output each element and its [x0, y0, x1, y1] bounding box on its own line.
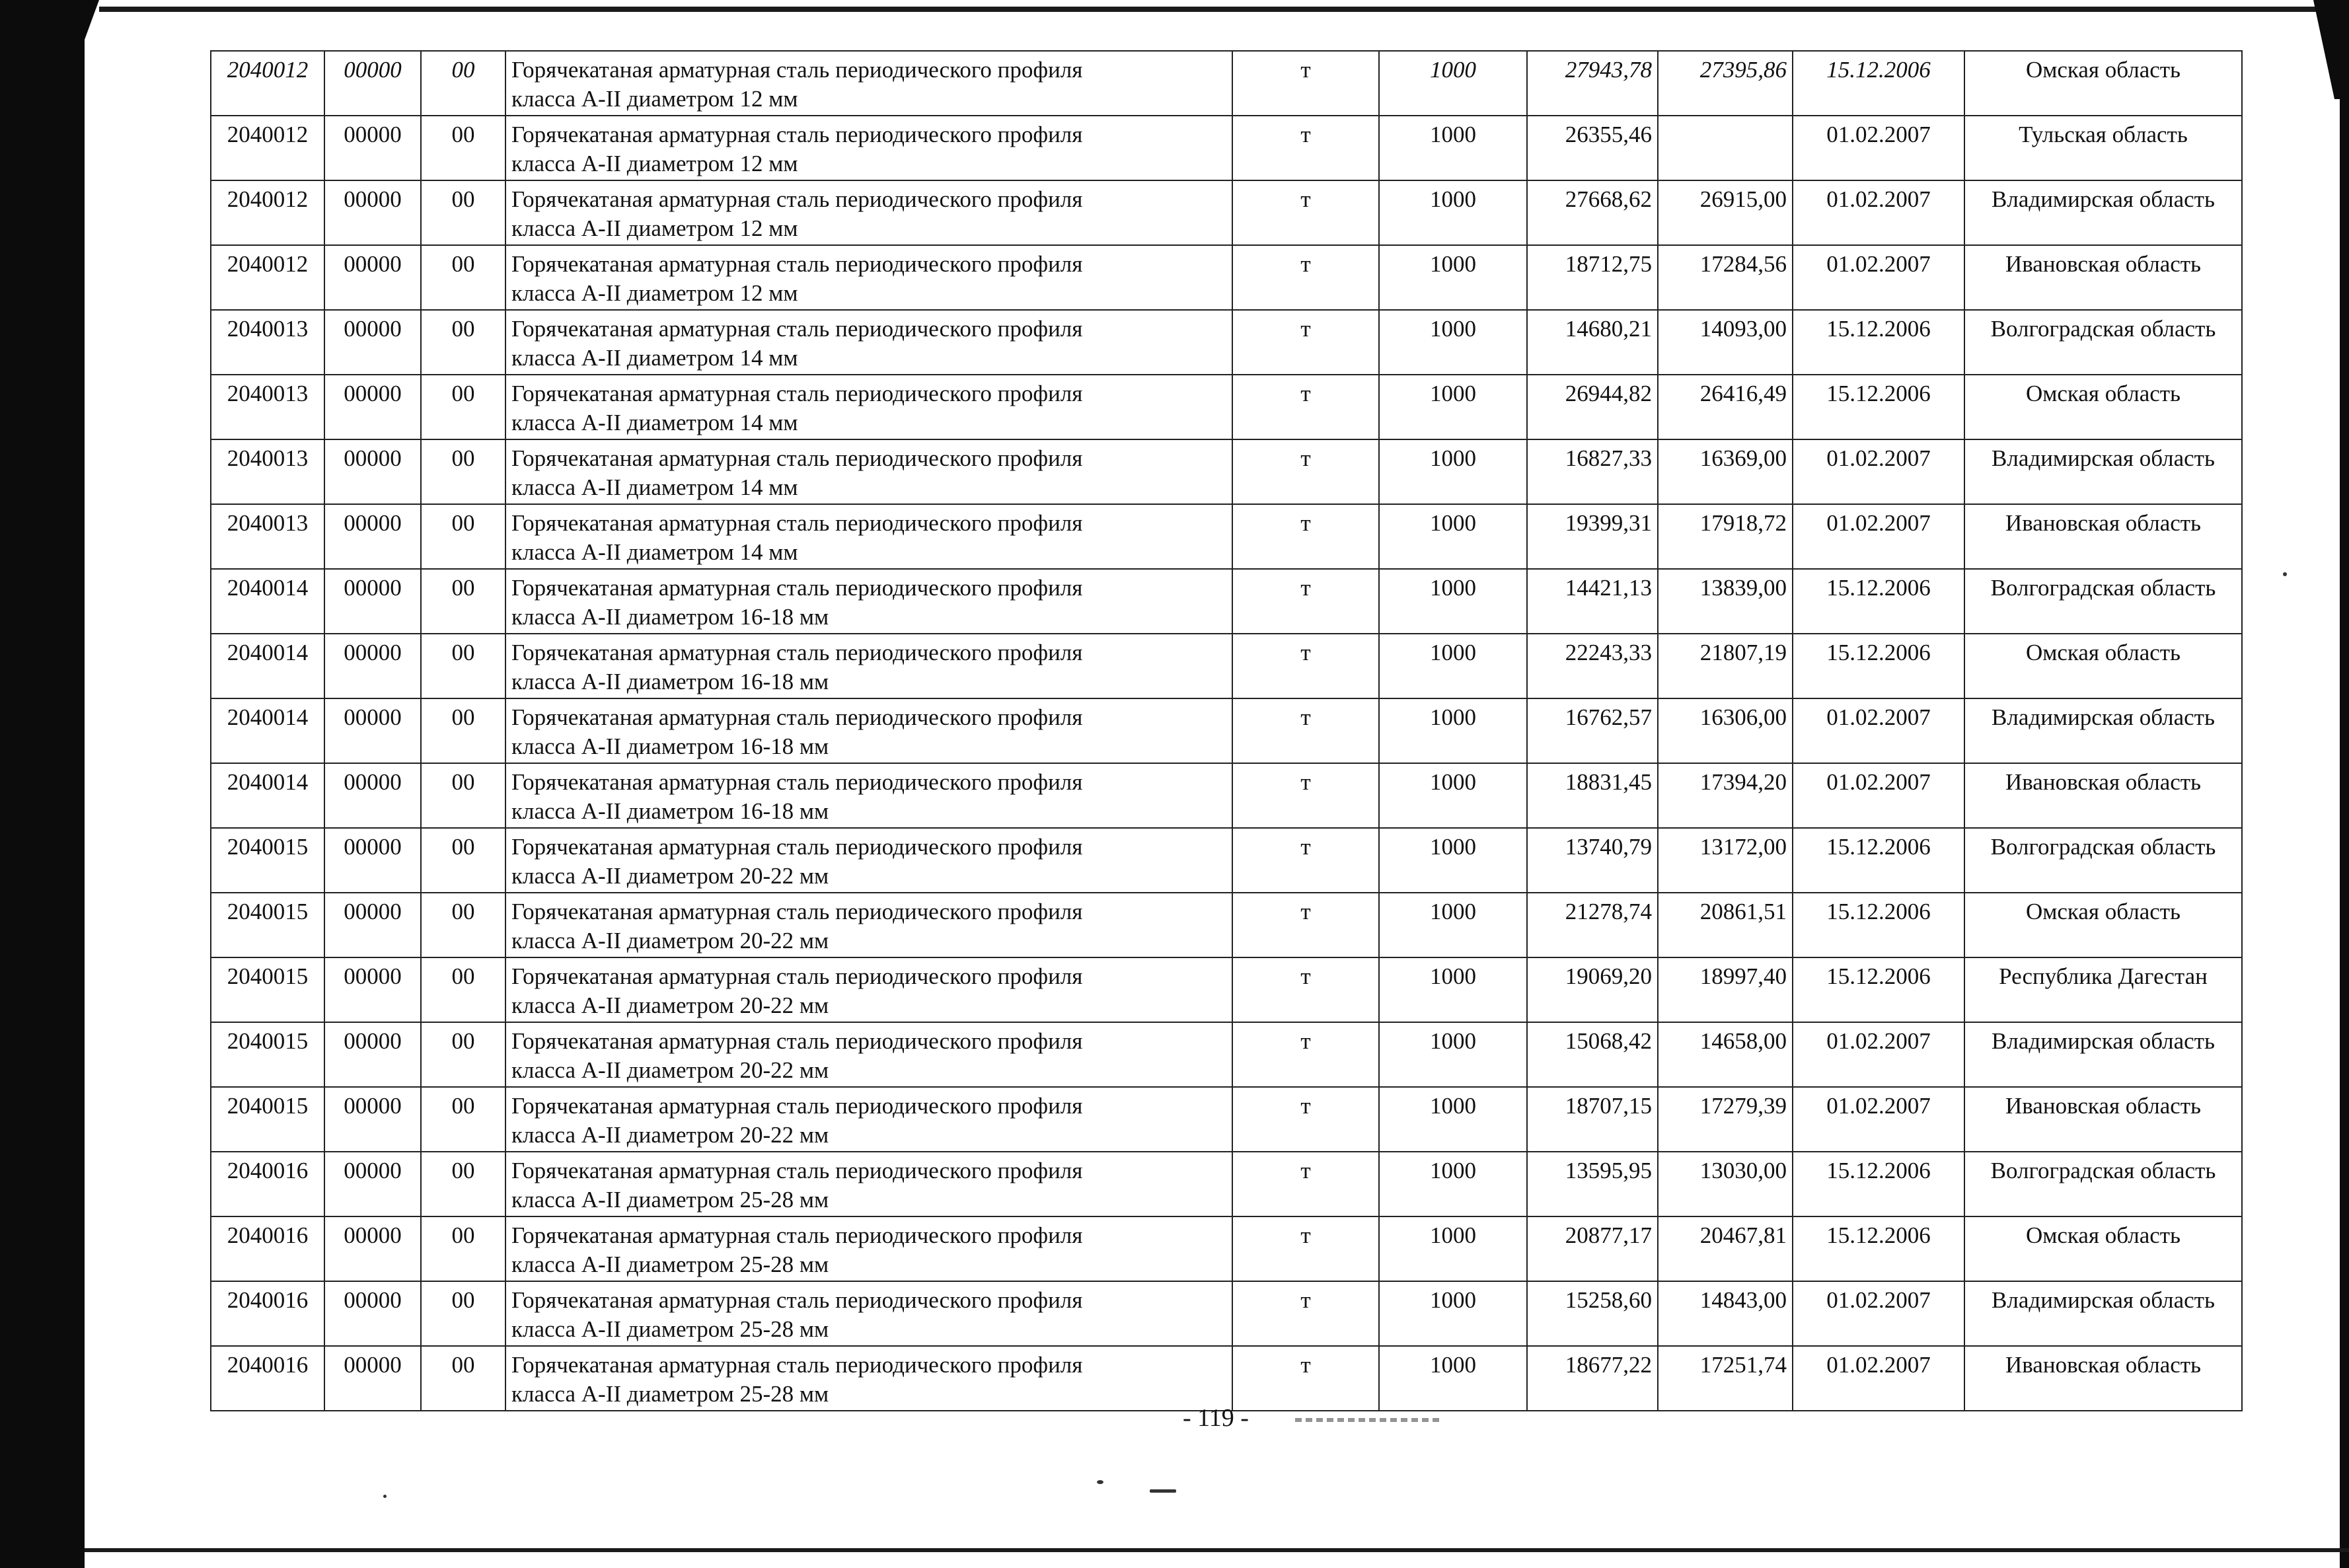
cell-price-without-vat: 26915,00 — [1658, 180, 1793, 245]
cell-description — [505, 439, 1232, 504]
cell-price-without-vat: 16369,00 — [1658, 439, 1793, 504]
cell-price-without-vat: 17394,20 — [1658, 763, 1793, 828]
table-row — [211, 957, 2242, 1022]
cell-price-with-vat: 14421,13 — [1527, 569, 1658, 634]
cell-region: Тульская область — [1964, 116, 2242, 180]
cell-subcode2: 00 — [421, 51, 505, 116]
cell-subcode2: 00 — [421, 634, 505, 698]
description-line: класса А-II диаметром 25-28 мм — [511, 1251, 829, 1277]
cell-unit: т — [1232, 893, 1379, 957]
description-line: класса А-II диаметром 16-18 мм — [511, 604, 829, 630]
cell-region: Волгоградская область — [1964, 569, 2242, 634]
table-row — [211, 1346, 2242, 1411]
cell-date: 01.02.2007 — [1793, 180, 1964, 245]
cell-quantity: 1000 — [1379, 1152, 1527, 1216]
cell-unit: т — [1232, 1022, 1379, 1087]
cell-unit: т — [1232, 310, 1379, 375]
cell-date: 01.02.2007 — [1793, 763, 1964, 828]
cell-description — [505, 1087, 1232, 1152]
cell-subcode: 00000 — [324, 1346, 421, 1411]
cell-quantity: 1000 — [1379, 634, 1527, 698]
cell-code: 2040016 — [211, 1216, 324, 1281]
cell-subcode: 00000 — [324, 116, 421, 180]
cell-quantity: 1000 — [1379, 1216, 1527, 1281]
cell-subcode: 00000 — [324, 1152, 421, 1216]
cell-price-with-vat: 13740,79 — [1527, 828, 1658, 893]
cell-subcode2: 00 — [421, 569, 505, 634]
cell-code: 2040013 — [211, 310, 324, 375]
cell-subcode2: 00 — [421, 698, 505, 763]
cell-date: 01.02.2007 — [1793, 698, 1964, 763]
cell-subcode2: 00 — [421, 439, 505, 504]
cell-region: Ивановская область — [1964, 1087, 2242, 1152]
description-line: Горячекатаная арматурная сталь периодического профиля — [511, 122, 1083, 147]
cell-date: 15.12.2006 — [1793, 1216, 1964, 1281]
cell-quantity: 1000 — [1379, 763, 1527, 828]
cell-code: 2040014 — [211, 634, 324, 698]
cell-region: Ивановская область — [1964, 504, 2242, 569]
description-line: Горячекатаная арматурная сталь периодического профиля — [511, 1222, 1083, 1248]
cell-price-without-vat: 20861,51 — [1658, 893, 1793, 957]
cell-date: 15.12.2006 — [1793, 569, 1964, 634]
table-row — [211, 828, 2242, 893]
table-row — [211, 310, 2242, 375]
cell-price-without-vat: 13172,00 — [1658, 828, 1793, 893]
cell-description — [505, 634, 1232, 698]
cell-description — [505, 698, 1232, 763]
cell-code: 2040015 — [211, 828, 324, 893]
cell-unit: т — [1232, 180, 1379, 245]
cell-price-without-vat: 17279,39 — [1658, 1087, 1793, 1152]
description-line: Горячекатаная арматурная сталь периодического профиля — [511, 445, 1083, 471]
scan-border-top — [99, 7, 2346, 12]
description-line: Горячекатаная арматурная сталь периодического профиля — [511, 1028, 1083, 1054]
description-line: класса А-II диаметром 16-18 мм — [511, 733, 829, 759]
cell-quantity: 1000 — [1379, 51, 1527, 116]
cell-price-with-vat: 19399,31 — [1527, 504, 1658, 569]
cell-unit: т — [1232, 1152, 1379, 1216]
description-line: класса А-II диаметром 12 мм — [511, 151, 798, 176]
cell-region: Ивановская область — [1964, 1346, 2242, 1411]
cell-quantity: 1000 — [1379, 569, 1527, 634]
cell-description — [505, 828, 1232, 893]
cell-region: Владимирская область — [1964, 180, 2242, 245]
description-line: Горячекатаная арматурная сталь периодического профиля — [511, 769, 1083, 795]
cell-region: Владимирская область — [1964, 698, 2242, 763]
cell-description — [505, 1216, 1232, 1281]
cell-description — [505, 1022, 1232, 1087]
cell-code: 2040014 — [211, 569, 324, 634]
cell-quantity: 1000 — [1379, 698, 1527, 763]
table-row — [211, 698, 2242, 763]
table-body — [211, 51, 2242, 1411]
cell-description — [505, 1346, 1232, 1411]
cell-price-with-vat: 15068,42 — [1527, 1022, 1658, 1087]
cell-subcode2: 00 — [421, 375, 505, 439]
cell-quantity: 1000 — [1379, 310, 1527, 375]
cell-subcode: 00000 — [324, 1022, 421, 1087]
cell-description — [505, 893, 1232, 957]
description-line: Горячекатаная арматурная сталь периодического профиля — [511, 834, 1083, 860]
cell-unit: т — [1232, 698, 1379, 763]
cell-region: Республика Дагестан — [1964, 957, 2242, 1022]
description-line: класса А-II диаметром 20-22 мм — [511, 928, 829, 953]
cell-date: 01.02.2007 — [1793, 116, 1964, 180]
cell-unit: т — [1232, 828, 1379, 893]
cell-region: Владимирская область — [1964, 439, 2242, 504]
cell-region: Владимирская область — [1964, 1281, 2242, 1346]
description-line: Горячекатаная арматурная сталь периодического профиля — [511, 1287, 1083, 1313]
page-number: - 119 - — [1183, 1404, 1249, 1432]
cell-price-without-vat: 13030,00 — [1658, 1152, 1793, 1216]
cell-price-with-vat: 16827,33 — [1527, 439, 1658, 504]
cell-unit: т — [1232, 957, 1379, 1022]
cell-description — [505, 51, 1232, 116]
cell-price-with-vat: 19069,20 — [1527, 957, 1658, 1022]
cell-quantity: 1000 — [1379, 375, 1527, 439]
cell-subcode2: 00 — [421, 245, 505, 310]
cell-unit: т — [1232, 634, 1379, 698]
cell-date: 15.12.2006 — [1793, 375, 1964, 439]
scan-border-right-wedge — [2313, 0, 2340, 99]
cell-price-without-vat: 21807,19 — [1658, 634, 1793, 698]
description-line: класса А-II диаметром 14 мм — [511, 410, 798, 435]
cell-price-without-vat: 27395,86 — [1658, 51, 1793, 116]
cell-code: 2040012 — [211, 51, 324, 116]
cell-price-without-vat: 20467,81 — [1658, 1216, 1793, 1281]
cell-description — [505, 763, 1232, 828]
scan-speck — [2283, 572, 2287, 576]
cell-subcode: 00000 — [324, 310, 421, 375]
pen-mark — [1295, 1418, 1440, 1422]
cell-date: 01.02.2007 — [1793, 1087, 1964, 1152]
cell-quantity: 1000 — [1379, 245, 1527, 310]
cell-subcode: 00000 — [324, 763, 421, 828]
cell-region: Ивановская область — [1964, 763, 2242, 828]
description-line: Горячекатаная арматурная сталь периодического профиля — [511, 251, 1083, 277]
cell-date: 15.12.2006 — [1793, 1152, 1964, 1216]
cell-price-with-vat: 26355,46 — [1527, 116, 1658, 180]
cell-code: 2040013 — [211, 439, 324, 504]
cell-code: 2040015 — [211, 957, 324, 1022]
cell-unit: т — [1232, 1216, 1379, 1281]
cell-subcode: 00000 — [324, 180, 421, 245]
table-row — [211, 51, 2242, 116]
cell-price-with-vat: 27943,78 — [1527, 51, 1658, 116]
cell-subcode: 00000 — [324, 634, 421, 698]
description-line: Горячекатаная арматурная сталь периодического профиля — [511, 1158, 1083, 1183]
description-line: класса А-II диаметром 20-22 мм — [511, 992, 829, 1018]
cell-price-with-vat: 16762,57 — [1527, 698, 1658, 763]
cell-unit: т — [1232, 439, 1379, 504]
cell-quantity: 1000 — [1379, 180, 1527, 245]
cell-subcode: 00000 — [324, 439, 421, 504]
description-line: класса А-II диаметром 20-22 мм — [511, 1057, 829, 1083]
cell-code: 2040013 — [211, 375, 324, 439]
cell-date: 15.12.2006 — [1793, 634, 1964, 698]
description-line: класса А-II диаметром 20-22 мм — [511, 1122, 829, 1148]
cell-subcode2: 00 — [421, 180, 505, 245]
cell-code: 2040012 — [211, 116, 324, 180]
cell-unit: т — [1232, 116, 1379, 180]
description-line: класса А-II диаметром 16-18 мм — [511, 798, 829, 824]
cell-price-without-vat: 17251,74 — [1658, 1346, 1793, 1411]
description-line: класса А-II диаметром 14 мм — [511, 474, 798, 500]
cell-subcode2: 00 — [421, 1281, 505, 1346]
table-row — [211, 180, 2242, 245]
cell-unit: т — [1232, 569, 1379, 634]
cell-unit: т — [1232, 504, 1379, 569]
description-line: Горячекатаная арматурная сталь периодического профиля — [511, 1352, 1083, 1378]
description-line: Горячекатаная арматурная сталь периодического профиля — [511, 381, 1083, 406]
cell-quantity: 1000 — [1379, 1022, 1527, 1087]
table-row — [211, 1087, 2242, 1152]
cell-price-without-vat — [1658, 116, 1793, 180]
cell-unit: т — [1232, 1281, 1379, 1346]
scan-border-right — [2340, 0, 2349, 1568]
table-row — [211, 116, 2242, 180]
cell-quantity: 1000 — [1379, 893, 1527, 957]
cell-price-with-vat: 20877,17 — [1527, 1216, 1658, 1281]
cell-quantity: 1000 — [1379, 828, 1527, 893]
description-line: Горячекатаная арматурная сталь периодического профиля — [511, 963, 1083, 989]
cell-code: 2040016 — [211, 1152, 324, 1216]
cell-subcode2: 00 — [421, 1346, 505, 1411]
table-row — [211, 634, 2242, 698]
cell-region: Омская область — [1964, 51, 2242, 116]
description-line: класса А-II диаметром 20-22 мм — [511, 863, 829, 889]
price-table — [210, 50, 2243, 1411]
cell-region: Волгоградская область — [1964, 828, 2242, 893]
cell-description — [505, 569, 1232, 634]
table-row — [211, 1281, 2242, 1346]
cell-subcode: 00000 — [324, 828, 421, 893]
cell-description — [505, 957, 1232, 1022]
cell-region: Волгоградская область — [1964, 310, 2242, 375]
cell-subcode: 00000 — [324, 893, 421, 957]
description-line: класса А-II диаметром 25-28 мм — [511, 1187, 829, 1213]
cell-subcode2: 00 — [421, 1216, 505, 1281]
cell-price-with-vat: 18712,75 — [1527, 245, 1658, 310]
cell-subcode2: 00 — [421, 116, 505, 180]
cell-description — [505, 116, 1232, 180]
cell-region: Омская область — [1964, 634, 2242, 698]
cell-quantity: 1000 — [1379, 1281, 1527, 1346]
scan-border-left — [0, 0, 85, 1568]
cell-date: 15.12.2006 — [1793, 893, 1964, 957]
cell-price-without-vat: 26416,49 — [1658, 375, 1793, 439]
scan-speck — [1097, 1480, 1103, 1484]
table-row — [211, 893, 2242, 957]
cell-code: 2040012 — [211, 245, 324, 310]
cell-region: Волгоградская область — [1964, 1152, 2242, 1216]
scan-border-bottom — [85, 1548, 2349, 1552]
cell-region: Владимирская область — [1964, 1022, 2242, 1087]
description-line: класса А-II диаметром 12 мм — [511, 280, 798, 306]
cell-region: Ивановская область — [1964, 245, 2242, 310]
cell-date: 01.02.2007 — [1793, 1281, 1964, 1346]
cell-subcode: 00000 — [324, 375, 421, 439]
cell-unit: т — [1232, 1087, 1379, 1152]
cell-region: Омская область — [1964, 893, 2242, 957]
scan-speck — [383, 1495, 387, 1498]
description-line: класса А-II диаметром 16-18 мм — [511, 669, 829, 694]
cell-unit: т — [1232, 375, 1379, 439]
cell-price-with-vat: 27668,62 — [1527, 180, 1658, 245]
cell-price-with-vat: 13595,95 — [1527, 1152, 1658, 1216]
cell-date: 01.02.2007 — [1793, 439, 1964, 504]
cell-price-without-vat: 14658,00 — [1658, 1022, 1793, 1087]
scan-border-notch — [85, 0, 99, 40]
cell-subcode2: 00 — [421, 1152, 505, 1216]
cell-description — [505, 1281, 1232, 1346]
cell-price-with-vat: 18831,45 — [1527, 763, 1658, 828]
cell-subcode: 00000 — [324, 51, 421, 116]
description-line: класса А-II диаметром 12 мм — [511, 215, 798, 241]
table-row — [211, 375, 2242, 439]
description-line: класса А-II диаметром 14 мм — [511, 539, 798, 565]
cell-date: 15.12.2006 — [1793, 51, 1964, 116]
cell-subcode: 00000 — [324, 1281, 421, 1346]
cell-subcode2: 00 — [421, 1022, 505, 1087]
cell-price-with-vat: 21278,74 — [1527, 893, 1658, 957]
cell-date: 01.02.2007 — [1793, 1346, 1964, 1411]
description-line: Горячекатаная арматурная сталь периодического профиля — [511, 57, 1083, 83]
cell-unit: т — [1232, 1346, 1379, 1411]
cell-quantity: 1000 — [1379, 957, 1527, 1022]
description-line: класса А-II диаметром 12 мм — [511, 86, 798, 112]
description-line: класса А-II диаметром 25-28 мм — [511, 1381, 829, 1407]
cell-date: 15.12.2006 — [1793, 310, 1964, 375]
cell-price-with-vat: 26944,82 — [1527, 375, 1658, 439]
description-line: Горячекатаная арматурная сталь периодического профиля — [511, 186, 1083, 212]
cell-code: 2040014 — [211, 698, 324, 763]
cell-date: 15.12.2006 — [1793, 828, 1964, 893]
cell-date: 01.02.2007 — [1793, 504, 1964, 569]
cell-price-without-vat: 18997,40 — [1658, 957, 1793, 1022]
cell-subcode2: 00 — [421, 1087, 505, 1152]
table-row — [211, 763, 2242, 828]
table-row — [211, 245, 2242, 310]
cell-price-with-vat: 14680,21 — [1527, 310, 1658, 375]
table-row — [211, 1216, 2242, 1281]
cell-region: Омская область — [1964, 1216, 2242, 1281]
cell-price-with-vat: 22243,33 — [1527, 634, 1658, 698]
cell-date: 15.12.2006 — [1793, 957, 1964, 1022]
cell-code: 2040015 — [211, 893, 324, 957]
cell-subcode: 00000 — [324, 957, 421, 1022]
cell-quantity: 1000 — [1379, 116, 1527, 180]
cell-quantity: 1000 — [1379, 504, 1527, 569]
cell-price-with-vat: 18677,22 — [1527, 1346, 1658, 1411]
table-row — [211, 569, 2242, 634]
cell-description — [505, 1152, 1232, 1216]
table-row — [211, 1152, 2242, 1216]
description-line: Горячекатаная арматурная сталь периодического профиля — [511, 510, 1083, 536]
cell-code: 2040014 — [211, 763, 324, 828]
description-line: Горячекатаная арматурная сталь периодического профиля — [511, 316, 1083, 342]
cell-date: 01.02.2007 — [1793, 1022, 1964, 1087]
description-line: Горячекатаная арматурная сталь периодического профиля — [511, 1093, 1083, 1119]
cell-code: 2040013 — [211, 504, 324, 569]
cell-unit: т — [1232, 245, 1379, 310]
cell-subcode2: 00 — [421, 763, 505, 828]
cell-price-without-vat: 17918,72 — [1658, 504, 1793, 569]
cell-subcode: 00000 — [324, 698, 421, 763]
description-line: Горячекатаная арматурная сталь периодического профиля — [511, 899, 1083, 924]
description-line: Горячекатаная арматурная сталь периодического профиля — [511, 575, 1083, 601]
cell-price-with-vat: 15258,60 — [1527, 1281, 1658, 1346]
description-line: класса А-II диаметром 14 мм — [511, 345, 798, 371]
cell-description — [505, 310, 1232, 375]
cell-quantity: 1000 — [1379, 1346, 1527, 1411]
cell-subcode2: 00 — [421, 504, 505, 569]
cell-subcode2: 00 — [421, 957, 505, 1022]
cell-description — [505, 180, 1232, 245]
cell-region: Омская область — [1964, 375, 2242, 439]
cell-subcode: 00000 — [324, 1087, 421, 1152]
cell-code: 2040016 — [211, 1281, 324, 1346]
description-line: Горячекатаная арматурная сталь периодического профиля — [511, 640, 1083, 665]
cell-code: 2040015 — [211, 1087, 324, 1152]
cell-subcode2: 00 — [421, 828, 505, 893]
cell-code: 2040016 — [211, 1346, 324, 1411]
cell-description — [505, 245, 1232, 310]
cell-subcode: 00000 — [324, 245, 421, 310]
cell-price-without-vat: 17284,56 — [1658, 245, 1793, 310]
table-row — [211, 439, 2242, 504]
cell-price-without-vat: 14843,00 — [1658, 1281, 1793, 1346]
cell-code: 2040015 — [211, 1022, 324, 1087]
cell-subcode2: 00 — [421, 310, 505, 375]
cell-price-without-vat: 13839,00 — [1658, 569, 1793, 634]
scan-speck — [1150, 1489, 1176, 1493]
description-line: класса А-II диаметром 25-28 мм — [511, 1316, 829, 1342]
cell-quantity: 1000 — [1379, 1087, 1527, 1152]
cell-subcode: 00000 — [324, 1216, 421, 1281]
cell-unit: т — [1232, 763, 1379, 828]
cell-price-without-vat: 16306,00 — [1658, 698, 1793, 763]
cell-quantity: 1000 — [1379, 439, 1527, 504]
cell-price-without-vat: 14093,00 — [1658, 310, 1793, 375]
cell-unit: т — [1232, 51, 1379, 116]
cell-description — [505, 504, 1232, 569]
table-row — [211, 1022, 2242, 1087]
cell-subcode: 00000 — [324, 504, 421, 569]
description-line: Горячекатаная арматурная сталь периодического профиля — [511, 704, 1083, 730]
table-row — [211, 504, 2242, 569]
cell-description — [505, 375, 1232, 439]
cell-subcode: 00000 — [324, 569, 421, 634]
cell-subcode2: 00 — [421, 893, 505, 957]
cell-date: 01.02.2007 — [1793, 245, 1964, 310]
cell-code: 2040012 — [211, 180, 324, 245]
cell-price-with-vat: 18707,15 — [1527, 1087, 1658, 1152]
